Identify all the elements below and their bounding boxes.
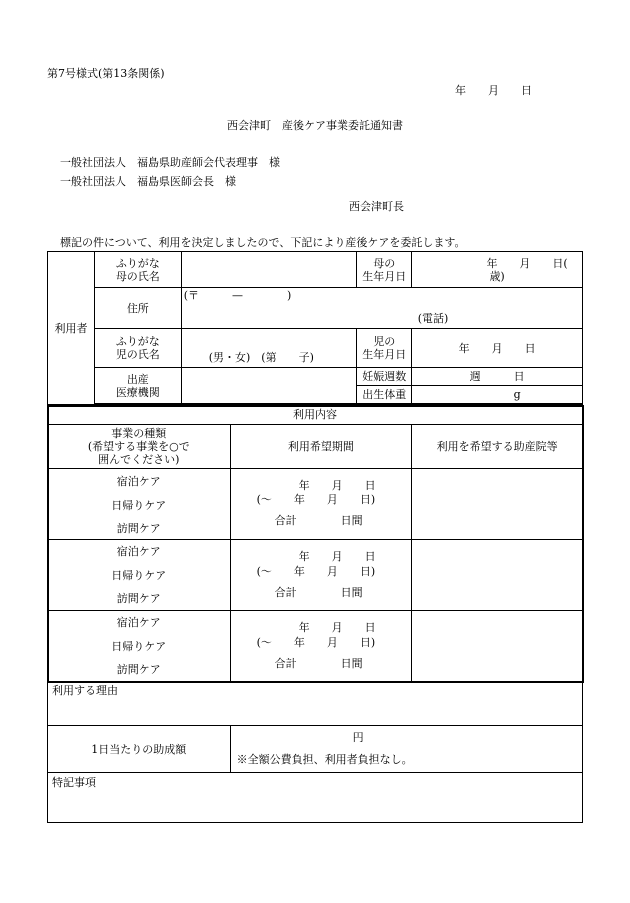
care-daytrip[interactable]: 日帰りケア [111, 499, 167, 512]
address-phone: (電話) [417, 312, 449, 325]
address-label: 住所 [94, 288, 181, 329]
care-type-cell[interactable] [48, 540, 231, 611]
usage-row [48, 611, 583, 682]
birth-weight-label: 出生体重 [357, 386, 412, 404]
subsidy-note: ※全額公費負担、利用者負担なし。 [236, 753, 413, 766]
care-overnight[interactable]: 宿泊ケア [116, 616, 161, 629]
gestation-field[interactable] [412, 368, 583, 386]
mother-name-field[interactable] [181, 252, 357, 288]
period-start: 年 月 日 [298, 621, 376, 634]
period-end: (～ 年 月 日) [256, 493, 376, 506]
child-dob-field[interactable] [412, 329, 583, 368]
addressee-1: 一般社団法人 福島県助産師会代表理事 様 [60, 156, 280, 169]
date-line: 年 月 日 [455, 84, 532, 97]
subsidy-unit: 円 [352, 731, 364, 744]
period-end: (～ 年 月 日) [256, 565, 376, 578]
care-overnight[interactable]: 宿泊ケア [116, 545, 161, 558]
child-name-label: ふりがな 児の氏名 [94, 329, 181, 368]
reason-label: 利用する理由 [52, 684, 118, 697]
period-start: 年 月 日 [298, 550, 376, 563]
addressee-2: 一般社団法人 福島県医師会長 様 [60, 175, 236, 188]
period-cell[interactable] [230, 540, 412, 611]
application-form-table [47, 251, 590, 823]
period-total: 合計 日間 [274, 657, 363, 670]
remarks-field[interactable] [48, 773, 583, 823]
facility-cell[interactable] [412, 540, 583, 611]
facility-cell[interactable] [412, 469, 583, 540]
period-cell[interactable] [230, 611, 412, 682]
mother-name-label: ふりがな 母の氏名 [94, 252, 181, 288]
child-name-value: (男・女) (第 子) [208, 351, 314, 364]
intro-text: 標記の件について、利用を決定しましたので、下記により産後ケアを委託します。 [60, 236, 466, 249]
usage-row [48, 540, 583, 611]
mother-dob-value: 年 月 日( 歳) [486, 256, 590, 283]
care-daytrip[interactable]: 日帰りケア [111, 640, 167, 653]
subsidy-field[interactable] [230, 726, 582, 773]
address-field[interactable] [181, 288, 582, 329]
birth-weight-field[interactable] [412, 386, 583, 404]
care-type-cell[interactable] [48, 611, 231, 682]
gestation-value: 週 日 [469, 370, 525, 383]
mother-dob-label: 母の 生年月日 [357, 252, 412, 288]
usage-header: 利用内容 [48, 405, 583, 425]
remarks-label: 特記事項 [52, 776, 96, 789]
usage-row [48, 469, 583, 540]
child-dob-value: 年 月 日 [458, 341, 536, 355]
period-total: 合計 日間 [274, 514, 363, 527]
care-daytrip[interactable]: 日帰りケア [111, 569, 167, 582]
period-total: 合計 日間 [274, 586, 363, 599]
facility-cell[interactable] [412, 611, 583, 682]
document-title: 西会津町 産後ケア事業委託通知書 [227, 119, 403, 132]
sender: 西会津町長 [349, 200, 404, 213]
care-visit[interactable]: 訪問ケア [116, 522, 161, 535]
reason-field[interactable] [48, 682, 583, 726]
subsidy-label: 1日当たりの助成額 [48, 726, 231, 773]
care-visit[interactable]: 訪問ケア [116, 663, 161, 676]
form-number: 第7号様式(第13条関係) [47, 67, 165, 80]
usage-col-period: 利用希望期間 [230, 425, 412, 469]
care-visit[interactable]: 訪問ケア [116, 592, 161, 605]
usage-col-facility: 利用を希望する助産院等 [412, 425, 583, 469]
period-cell[interactable] [230, 469, 412, 540]
care-type-cell[interactable] [48, 469, 231, 540]
child-name-field[interactable] [181, 329, 357, 368]
period-start: 年 月 日 [298, 479, 376, 492]
care-overnight[interactable]: 宿泊ケア [116, 475, 161, 488]
mother-dob-field[interactable] [412, 252, 590, 288]
birth-facility-field[interactable] [181, 368, 357, 404]
gestation-label: 妊娠週数 [357, 368, 412, 386]
address-postal: (〒 — ) [183, 289, 292, 302]
birth-weight-value: g [513, 388, 521, 401]
child-dob-label: 児の 生年月日 [357, 329, 412, 368]
birth-facility-label: 出産 医療機関 [94, 368, 181, 404]
user-section-label: 利用者 [48, 252, 95, 405]
period-end: (～ 年 月 日) [256, 636, 376, 649]
usage-col-type: 事業の種類 (希望する事業を○で 囲んでください) [48, 425, 231, 469]
